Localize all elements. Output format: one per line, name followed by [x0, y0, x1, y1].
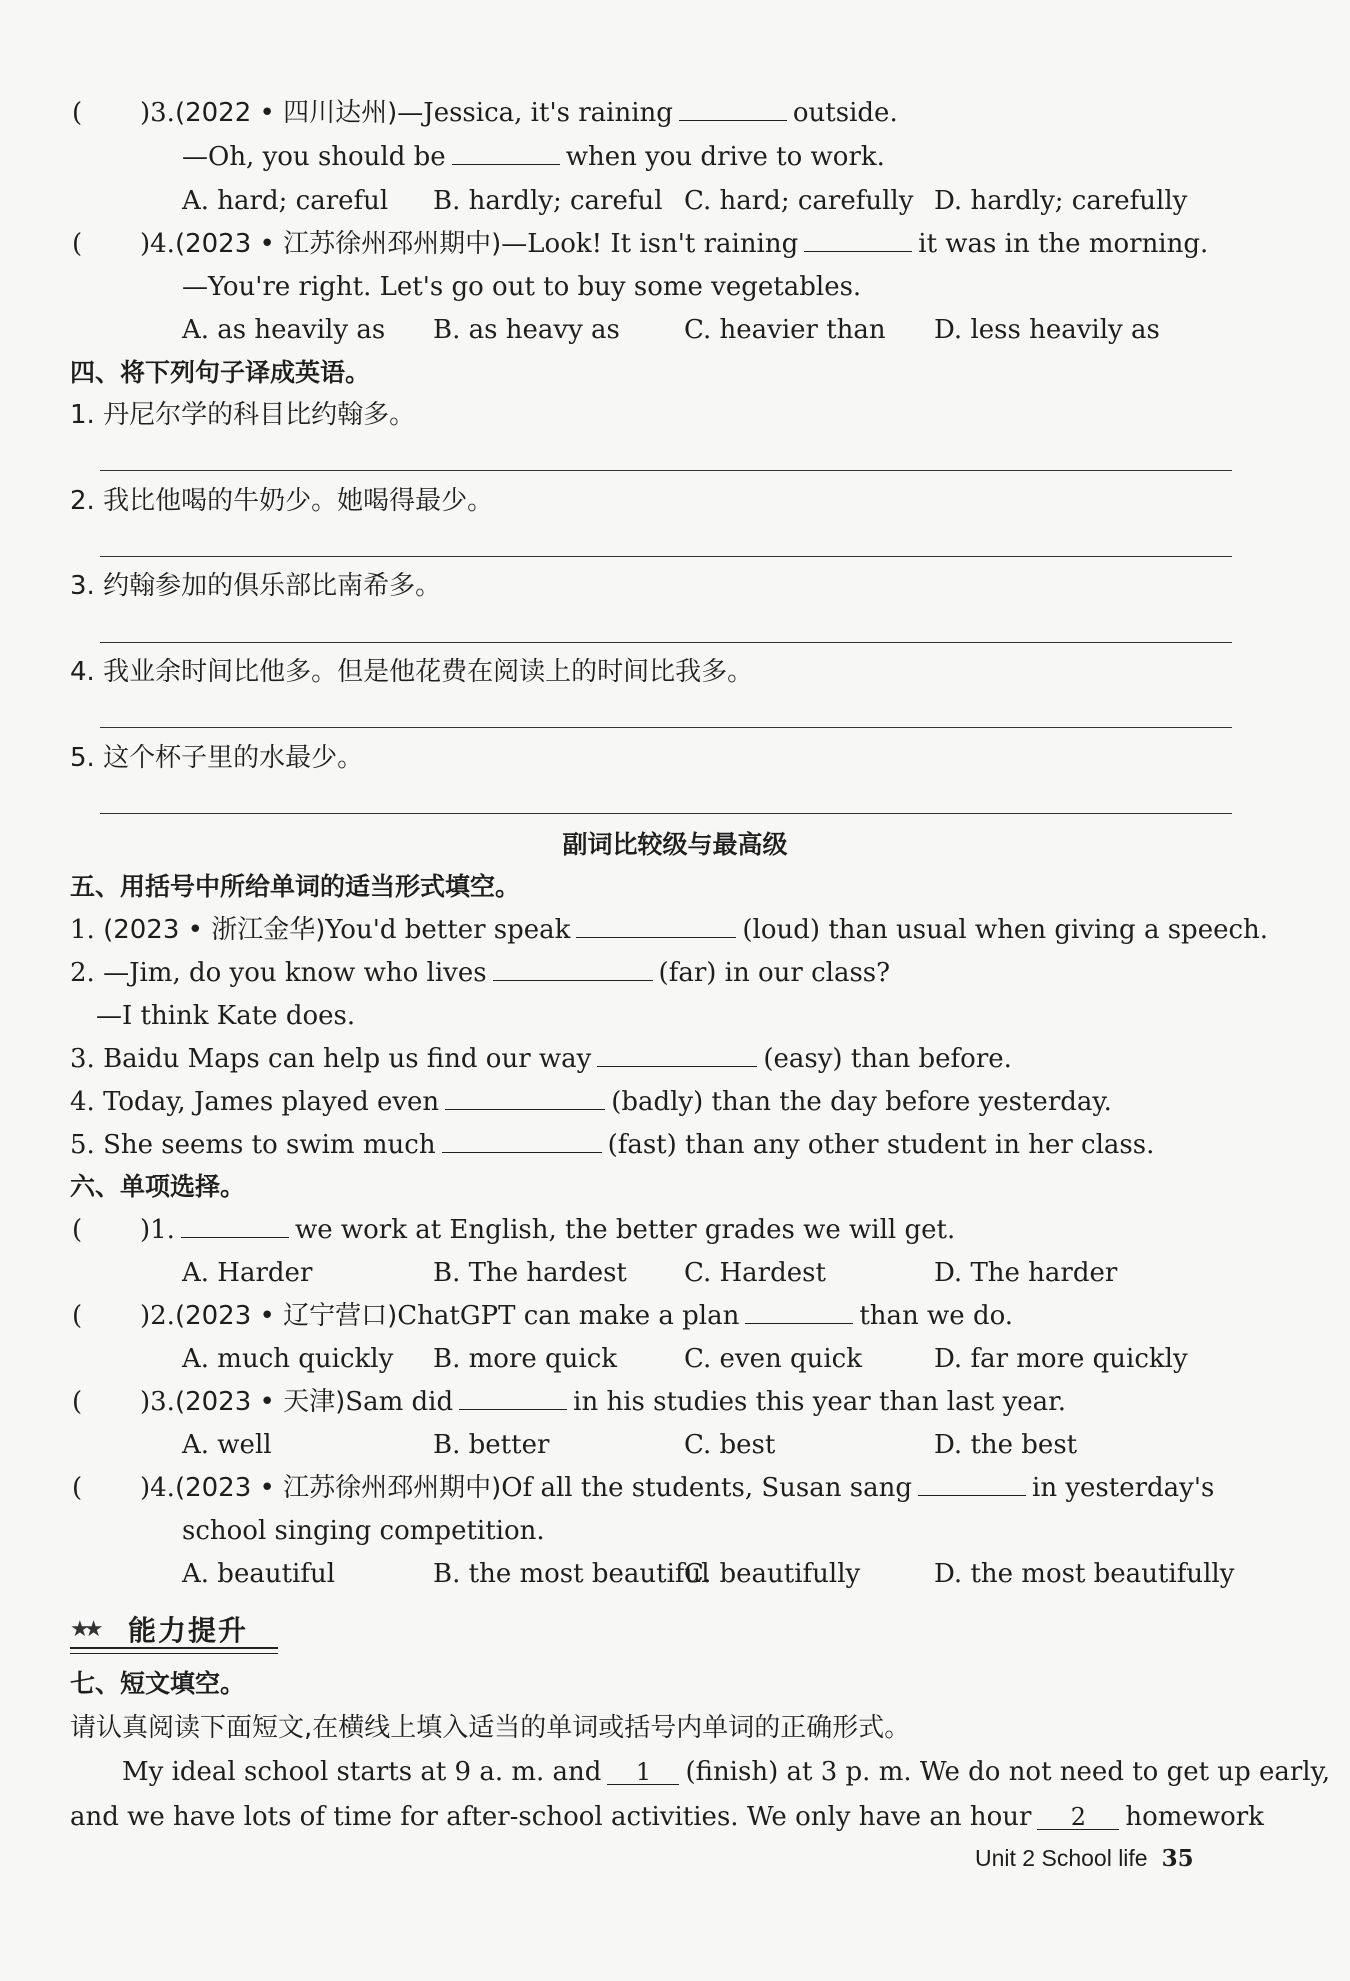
answer-paren: (: [72, 1215, 83, 1245]
blank-1[interactable]: 1: [607, 1760, 679, 1785]
fill-item-3: 3. Baidu Maps can help us find our way (easy) than before.: [70, 1044, 1012, 1074]
blank[interactable]: [442, 1128, 602, 1153]
choice-2-stem: )2.(2023 • 辽宁营口)ChatGPT can make a plan than we do.: [140, 1301, 1014, 1331]
section-5-heading: 五、用括号中所给单词的适当形式填空。: [70, 872, 521, 901]
option-a[interactable]: A. hard; careful: [182, 186, 389, 216]
blank[interactable]: [918, 1471, 1026, 1496]
answer-paren: (: [72, 1301, 83, 1331]
option-a[interactable]: A. well: [182, 1430, 272, 1460]
option-d[interactable]: D. the most beautifully: [934, 1559, 1235, 1589]
option-d[interactable]: D. the best: [934, 1430, 1078, 1460]
section-4-heading: 四、将下列句子译成英语。: [70, 358, 371, 387]
option-c[interactable]: C. best: [684, 1430, 776, 1460]
blank[interactable]: [576, 913, 736, 938]
option-c[interactable]: C. heavier than: [684, 315, 886, 345]
passage-line-1: My ideal school starts at 9 a. m. and 1 (finish) at 3 p. m. We do not need to get up early,: [122, 1757, 1331, 1787]
answer-line[interactable]: [100, 727, 1232, 728]
choice-4-line2: school singing competition.: [182, 1516, 545, 1546]
choice-3-stem: )3.(2023 • 天津)Sam did in his studies this year than last year.: [140, 1387, 1066, 1417]
section-7-instruction: 请认真阅读下面短文,在横线上填入适当的单词或括号内单词的正确形式。: [70, 1713, 911, 1743]
option-a[interactable]: A. much quickly: [182, 1344, 394, 1374]
question-4-stem: )4.(2023 • 江苏徐州邳州期中)—Look! It isn't raining it was in the morning.: [140, 229, 1209, 259]
unit-label: Unit 2 School life: [975, 1845, 1148, 1871]
band-rule: [70, 1653, 278, 1654]
section-6-heading: 六、单项选择。: [70, 1172, 246, 1201]
blank[interactable]: [459, 1385, 567, 1410]
option-a[interactable]: A. Harder: [182, 1258, 313, 1288]
blank[interactable]: [679, 96, 787, 121]
blank[interactable]: [445, 1085, 605, 1110]
ability-band: [70, 1613, 278, 1649]
answer-paren: (: [72, 1473, 83, 1503]
passage-line-2: and we have lots of time for after-school activities. We only have an hour 2 homework: [70, 1802, 1264, 1832]
option-d[interactable]: D. far more quickly: [934, 1344, 1188, 1374]
translation-item-3: 3. 约翰参加的俱乐部比南希多。: [70, 571, 442, 601]
option-d[interactable]: D. hardly; carefully: [934, 186, 1188, 216]
question-3-line2: —Oh, you should be when you drive to work.: [182, 142, 885, 172]
option-c[interactable]: C. beautifully: [684, 1559, 861, 1589]
option-b[interactable]: B. as heavy as: [433, 315, 620, 345]
option-c[interactable]: C. Hardest: [684, 1258, 826, 1288]
star-icon: ★★: [70, 1617, 98, 1642]
page-footer: [975, 1843, 1194, 1874]
blank[interactable]: [452, 140, 560, 165]
answer-line[interactable]: [100, 642, 1232, 643]
fill-item-4: 4. Today, James played even (badly) than the day before yesterday.: [70, 1087, 1112, 1117]
translation-item-5: 5. 这个杯子里的水最少。: [70, 743, 364, 773]
answer-line[interactable]: [100, 556, 1232, 557]
choice-1-stem: )1. we work at English, the better grades we will get.: [140, 1215, 956, 1245]
band-rule: [70, 1647, 278, 1649]
option-b[interactable]: B. more quick: [433, 1344, 618, 1374]
option-d[interactable]: D. less heavily as: [934, 315, 1160, 345]
option-c[interactable]: C. even quick: [684, 1344, 862, 1374]
option-b[interactable]: B. the most beautiful: [433, 1559, 710, 1589]
translation-item-1: 1. 丹尼尔学的科目比约翰多。: [70, 400, 416, 430]
section-7-heading: 七、短文填空。: [70, 1669, 246, 1698]
fill-item-2: 2. —Jim, do you know who lives (far) in our class?: [70, 958, 891, 988]
blank[interactable]: [597, 1042, 757, 1067]
option-c[interactable]: C. hard; carefully: [684, 186, 914, 216]
option-a[interactable]: A. beautiful: [182, 1559, 336, 1589]
fill-item-2-line2: —I think Kate does.: [96, 1001, 356, 1031]
fill-item-1: 1. (2023 • 浙江金华)You'd better speak (loud) than usual when giving a speech.: [70, 915, 1269, 945]
blank[interactable]: [745, 1299, 853, 1324]
band-label: 能力提升: [128, 1614, 249, 1647]
question-3-stem: )3.(2022 • 四川达州)—Jessica, it's raining outside.: [140, 98, 898, 128]
answer-paren: (: [72, 229, 83, 259]
page-number: 35: [1161, 1845, 1194, 1872]
translation-item-2: 2. 我比他喝的牛奶少。她喝得最少。: [70, 486, 494, 516]
option-d[interactable]: D. The harder: [934, 1258, 1118, 1288]
fill-item-5: 5. She seems to swim much (fast) than any other student in her class.: [70, 1130, 1155, 1160]
choice-4-stem: )4.(2023 • 江苏徐州邳州期中)Of all the students, Susan sang in yesterday's: [140, 1473, 1215, 1503]
blank-2[interactable]: 2: [1037, 1805, 1119, 1830]
section-subtitle: 副词比较级与最高级: [562, 830, 788, 859]
option-a[interactable]: A. as heavily as: [182, 315, 386, 345]
blank[interactable]: [181, 1213, 289, 1238]
option-b[interactable]: B. better: [433, 1430, 550, 1460]
answer-paren: (: [72, 98, 83, 128]
answer-paren: (: [72, 1387, 83, 1417]
blank[interactable]: [493, 956, 653, 981]
question-4-line2: —You're right. Let's go out to buy some vegetables.: [182, 272, 862, 302]
blank[interactable]: [804, 227, 912, 252]
answer-line[interactable]: [100, 470, 1232, 471]
option-b[interactable]: B. The hardest: [433, 1258, 627, 1288]
option-b[interactable]: B. hardly; careful: [433, 186, 663, 216]
answer-line[interactable]: [100, 813, 1232, 814]
translation-item-4: 4. 我业余时间比他多。但是他花费在阅读上的时间比我多。: [70, 657, 754, 687]
